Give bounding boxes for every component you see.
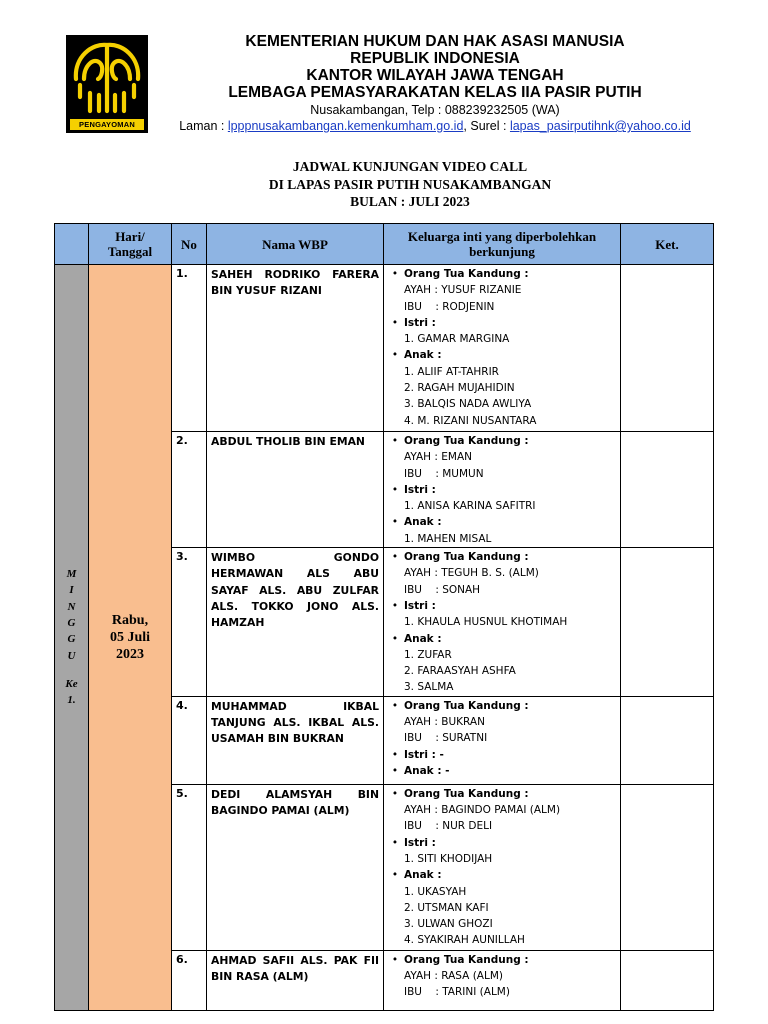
family-member: AYAH : RASA (ALM) [404,970,503,983]
address-phone: Nusakambangan, Telp : 088239232505 (WA) [310,103,560,117]
header-ket: Ket. [621,224,714,265]
family-member: 1. ANISA KARINA SAFITRI [404,500,536,513]
family-member: 2. RAGAH MUJAHIDIN [404,382,515,395]
minggu-ke: Ke [65,677,78,690]
wbp-name: DEDI ALAMSYAH BIN BAGINDO PAMAI (ALM) [207,784,384,950]
hari-tanggal-cell [89,265,172,1011]
family-member: 2. UTSMAN KAFI [404,901,489,914]
ket-cell [621,432,714,548]
family-member: 3. BALQIS NADA AWLIYA [404,398,532,411]
minggu-letter: U [67,649,76,662]
logo-caption: PENGAYOMAN [70,119,144,130]
family-category: • Orang Tua Kandung : [386,952,616,968]
surel-label: , Surel : [463,119,510,133]
family-category: • Istri : [386,315,616,331]
institution-name: LEMBAGA PEMASYARAKATAN KELAS IIA PASIR PUTIH [228,84,642,101]
row-number: 6. [172,950,207,1010]
family-category: • Anak : - [386,763,616,779]
minggu-letter: G [67,617,76,630]
family-member: AYAH : YUSUF RIZANIE [404,284,522,297]
family-member: IBU : TARINI (ALM) [404,986,510,999]
minggu-letter: I [69,584,74,597]
schedule-table [54,223,714,1011]
title-line-1: JADWAL KUNJUNGAN VIDEO CALL [292,159,528,174]
email-link[interactable]: lapas_pasirputihnk@yahoo.co.id [509,119,691,133]
header-hari-tanggal: Hari/ Tanggal [89,224,172,265]
header-no: No [172,224,207,265]
family-category: • Istri : [386,482,616,498]
hari-tanggal-line: 2023 [116,646,144,662]
family-member: AYAH : EMAN [404,451,472,464]
family-member: IBU : SURATNI [404,732,488,745]
family-member: AYAH : BUKRAN [404,716,485,729]
ket-cell [621,548,714,697]
hari-tanggal-line: Rabu, [111,612,149,628]
family-category: • Istri : - [386,747,616,763]
minggu-letter: G [67,633,76,646]
family-category: • Anak : [386,514,616,530]
minggu-cell [55,265,89,1011]
contact-line [160,118,710,134]
family-member: 4. M. RIZANI NUSANTARA [404,414,537,427]
family-member: 4. SYAKIRAH AUNILLAH [404,934,525,947]
family-list [384,696,621,784]
family-category: • Orang Tua Kandung : [386,698,616,714]
website-link[interactable]: lpppnusakambangan.kemenkumham.go.id [227,119,464,133]
family-category: • Orang Tua Kandung : [386,266,616,282]
family-category: • Orang Tua Kandung : [386,433,616,449]
family-member: AYAH : TEGUH B. S. (ALM) [404,567,539,580]
family-member: AYAH : BAGINDO PAMAI (ALM) [404,804,561,817]
family-member: 1. KHAULA HUSNUL KHOTIMAH [404,616,568,629]
wbp-name: SAHEH RODRIKO FARERA BIN YUSUF RIZANI [207,265,384,432]
document-title [160,158,660,211]
row-number: 1. [172,265,207,432]
ket-cell [621,784,714,950]
row-number: 3. [172,548,207,697]
header-minggu [55,224,89,265]
family-list [384,265,621,432]
wbp-name: ABDUL THOLIB BIN EMAN [207,432,384,548]
ket-cell [621,696,714,784]
family-member: 1. ZUFAR [404,648,452,661]
family-list [384,950,621,1010]
regional-office: KANTOR WILAYAH JAWA TENGAH [306,67,564,84]
row-number: 4. [172,696,207,784]
family-category: • Anak : [386,347,616,363]
family-list [384,548,621,697]
ket-cell [621,265,714,432]
family-category: • Istri : [386,598,616,614]
title-line-3: BULAN : JULI 2023 [350,194,470,209]
family-member: 3. ULWAN GHOZI [404,918,493,931]
wbp-name: AHMAD SAFII ALS. PAK FII BIN RASA (ALM) [207,950,384,1010]
header-nama-wbp: Nama WBP [207,224,384,265]
minggu-letter: N [67,600,76,613]
wbp-name: MUHAMMAD IKBAL TANJUNG ALS. IKBAL ALS. USAMAH BIN BUKRAN [207,696,384,784]
family-category: • Anak : [386,867,616,883]
pengayoman-logo [66,35,148,133]
family-member: IBU : NUR DELI [404,820,493,833]
header-keluarga: Keluarga inti yang diperbolehkan berkunjung [384,224,621,265]
family-member: 1. MAHEN MISAL [404,532,492,545]
family-member: 3. SALMA [404,681,454,694]
ministry-name: KEMENTERIAN HUKUM DAN HAK ASASI MANUSIA [245,33,625,50]
family-category: • Anak : [386,631,616,647]
family-category: • Istri : [386,835,616,851]
family-member: 1. ALIIF AT-TAHRIR [404,365,499,378]
wbp-name: WIMBO GONDO HERMAWAN ALS ABU SAYAF ALS. ABU ZULFAR ALS. TOKKO JONO ALS. HAMZAH [207,548,384,697]
family-member: IBU : SONAH [404,583,481,596]
minggu-letter: M [66,568,77,581]
row-number: 2. [172,432,207,548]
family-member: IBU : RODJENIN [404,300,495,313]
family-list [384,784,621,950]
ket-cell [621,950,714,1010]
minggu-ke: 1. [67,694,76,707]
row-number: 5. [172,784,207,950]
family-member: 1. GAMAR MARGINA [404,333,510,346]
country-name: REPUBLIK INDONESIA [350,50,520,67]
family-member: 2. FARAASYAH ASHFA [404,665,516,678]
letterhead [160,33,710,134]
family-member: IBU : MUMUN [404,467,484,480]
laman-label: Laman : [179,119,228,133]
family-member: 1. SITI KHODIJAH [404,852,493,865]
family-category: • Orang Tua Kandung : [386,786,616,802]
table-header-row [55,224,714,265]
family-member: 1. UKASYAH [404,885,467,898]
family-list [384,432,621,548]
family-category: • Orang Tua Kandung : [386,549,616,565]
table-row [55,265,714,432]
title-line-2: DI LAPAS PASIR PUTIH NUSAKAMBANGAN [268,176,552,192]
hari-tanggal-line: 05 Juli [109,629,151,645]
